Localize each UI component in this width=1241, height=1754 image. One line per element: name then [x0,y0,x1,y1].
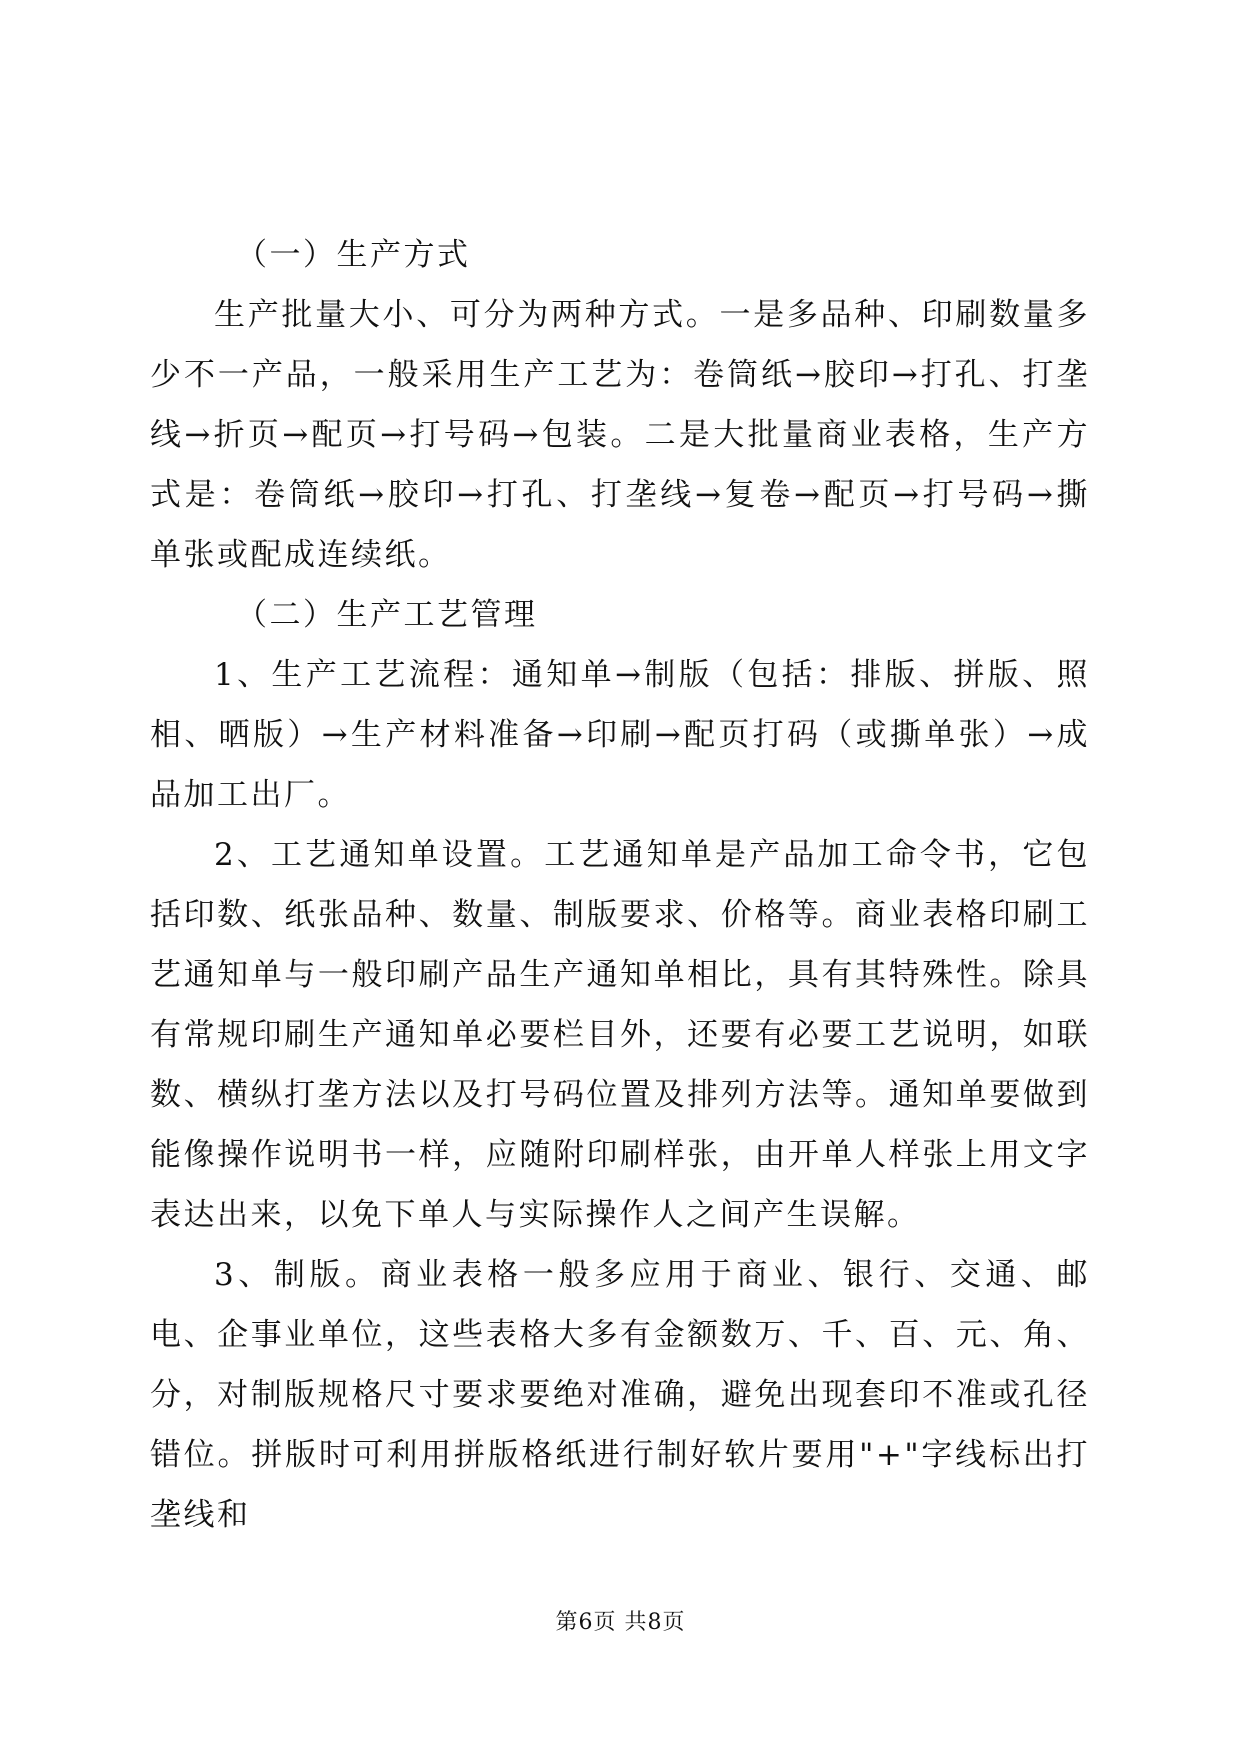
paragraph-process-flow: 1、生产工艺流程：通知单→制版（包括：排版、拼版、照相、晒版）→生产材料准备→印刷→配页打码（或撕单张）→成品加工出厂。 [150,657,1090,813]
section-heading-production-mode: （一）生产方式 [236,237,471,273]
document-body [150,225,1090,1545]
paragraph-plate-making: 3、制版。商业表格一般多应用于商业、银行、交通、邮电、企事业单位，这些表格大多有金额数万、千、百、元、角、分，对制版规格尺寸要求要绝对准确，避免出现套印不准或孔径错位。拼版时可利用拼版格纸进行制好软片要用"+"字线标出打垄线和 [150,1257,1090,1533]
page-footer: 第6页 共8页 [555,1610,686,1635]
paragraph-production-mode: 生产批量大小、可分为两种方式。一是多品种、印刷数量多少不一产品，一般采用生产工艺为：卷筒纸→胶印→打孔、打垄线→折页→配页→打号码→包装。二是大批量商业表格，生产方式是：卷筒纸→胶印→打孔、打垄线→复卷→配页→打号码→撕单张或配成连续纸。 [150,297,1090,573]
section-heading-process-management: （二）生产工艺管理 [236,597,538,633]
paragraph-process-notice: 2、工艺通知单设置。工艺通知单是产品加工命令书，它包括印数、纸张品种、数量、制版要求、价格等。商业表格印刷工艺通知单与一般印刷产品生产通知单相比，具有其特殊性。除具有常规印刷生产通知单必要栏目外，还要有必要工艺说明，如联数、横纵打垄方法以及打号码位置及排列方法等。通知单要做到能像操作说明书一样，应随附印刷样张，由开单人样张上用文字表达出来，以免下单人与实际操作人之间产生误解。 [150,837,1090,1233]
